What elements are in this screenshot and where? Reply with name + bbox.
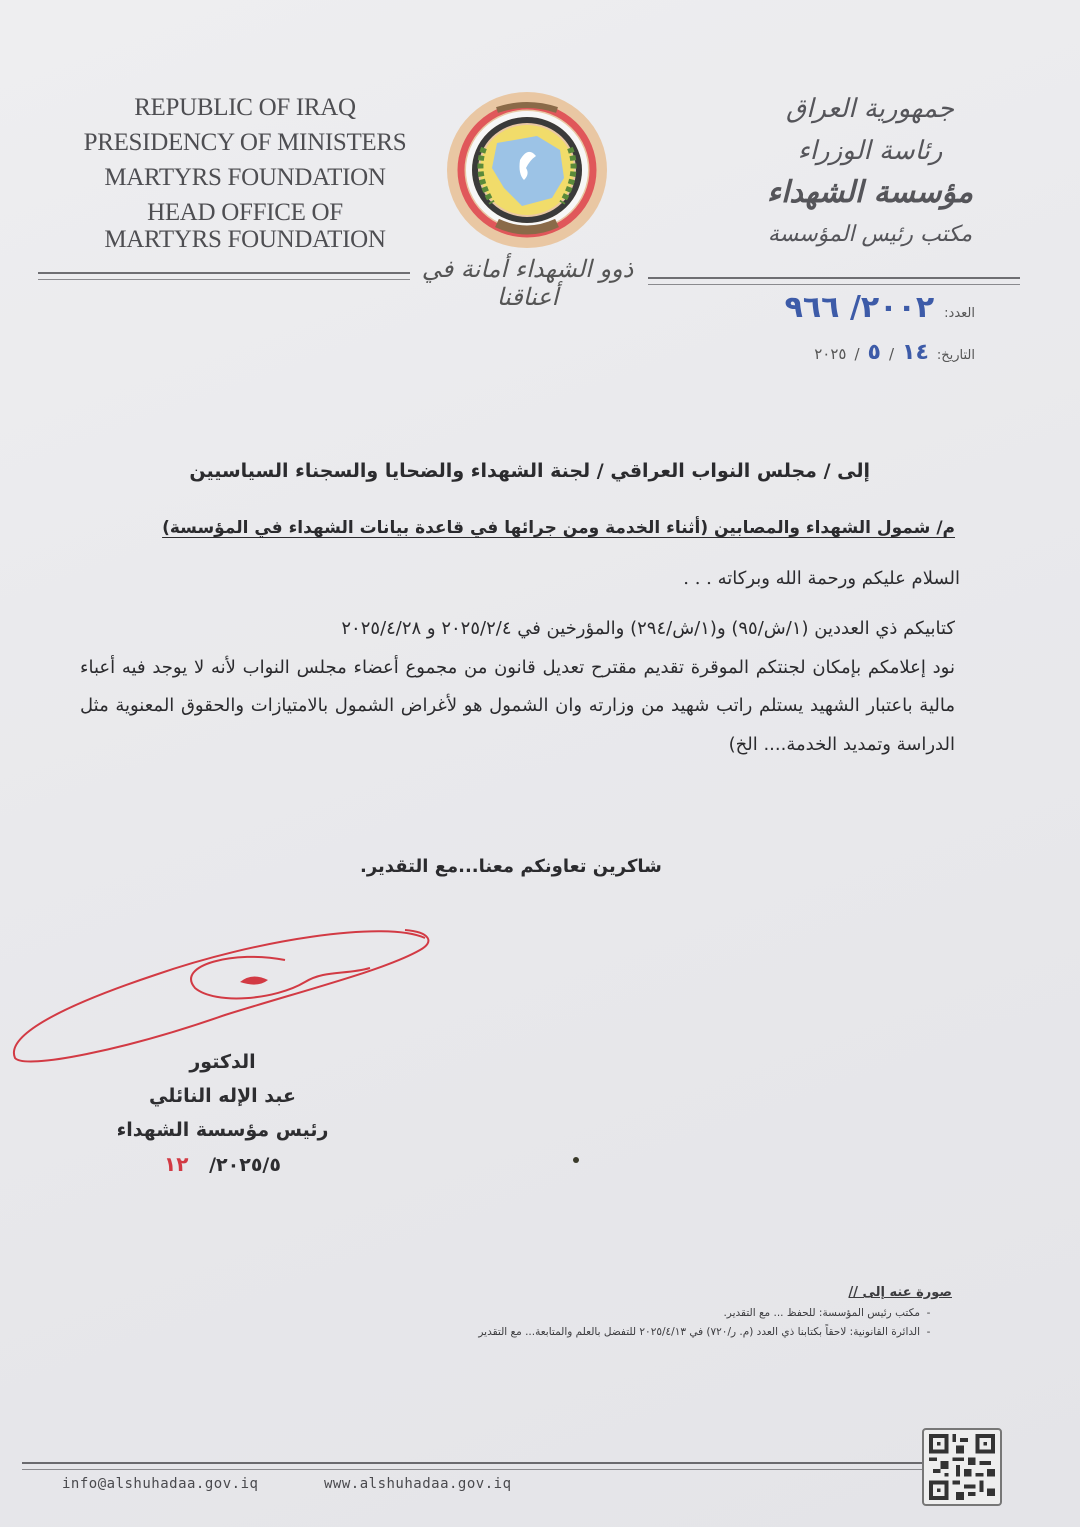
footer-email[interactable]: info@alshuhadaa.gov.iq [62,1476,259,1492]
emblem-icon [442,88,612,253]
signature-date-handwritten: ١٢ [164,1152,189,1176]
date-month: ٥ [867,340,881,365]
copy-recipient: - الدائرة القانونية: لاحقاً بكتابنا ذي العدد (م. ر/٧٢٠) في ٢٠٢٥/٤/١٣ للتفضل بالعلم والمتابعة... مع التقدير [478,1323,920,1342]
subject-line: م/ شمول الشهداء والمصابين (أثناء الخدمة ومن جرائها في قاعدة بيانات الشهداء في المؤسسة) [162,518,955,538]
copies-heading: صورة عنه إلى // [848,1285,952,1300]
date-label: التاريخ: [936,348,975,363]
arabic-letterhead [760,88,980,256]
letterhead-en-line2: PRESIDENCY OF MINISTERS [83,129,407,156]
letterhead-en-line1: REPUBLIC OF IRAQ [134,94,356,121]
footer-website[interactable]: www.alshuhadaa.gov.iq [324,1476,512,1492]
letterhead-ar-line4: مكتب رئيس المؤسسة [767,222,973,247]
martyrs-foundation-logo [442,88,612,253]
letterhead-ar-line2: رئاسة الوزراء [797,136,943,166]
letterhead-en-line5: MARTYRS FOUNDATION [104,226,386,253]
copies-to [478,1283,952,1342]
letterhead-ar-line1: جمهورية العراق [786,94,954,124]
greeting: السلام عليكم ورحمة الله وبركاته . . . [683,568,960,589]
letterhead-en-line4: HEAD OFFICE OF [147,199,343,226]
footer-divider [22,1462,922,1470]
qr-code-icon[interactable] [922,1428,1002,1506]
header-divider-left [38,272,410,280]
date-year: ٢٠٢٥ [814,345,847,363]
copy-recipient: - مكتب رئيس المؤسسة: للحفظ ... مع التقدير. [478,1304,920,1323]
reference-number [785,290,975,325]
date-day: ١٤ [902,340,929,365]
addressee-line: إلى / مجلس النواب العراقي / لجنة الشهداء والضحايا والسجناء السياسيين [189,460,870,482]
letterhead-en-line3: MARTYRS FOUNDATION [104,164,386,191]
ink-speck [573,1157,579,1163]
copies-list [478,1304,952,1342]
foundation-motto: ذوو الشهداء أمانة في أعناقنا [421,255,634,311]
letter-body [80,610,955,764]
signature-date [110,1147,335,1182]
body-paragraph-2: نود إعلامكم بإمكان لجنتكم الموقرة تقديم مقترح تعديل قانون من مجموع أعضاء مجلس النواب لأنه لا يوجد فيه أعباء مالية باعتبار الشهيد يستلم راتب شهيد من وزارته وان الشمول هو لأغراض الشمول بالامتيازات والحقوق المعنوية مثل الدراسة وتمديد الخدمة.... الخ) [80,656,955,755]
signatory-title: الدكتور [189,1051,256,1073]
header-divider-right [648,277,1020,285]
signatory-position: رئيس مؤسسة الشهداء [116,1119,329,1141]
reference-number-value: ٢٠٠٢/ ٩٦٦ [784,290,935,325]
body-paragraph-1: كتابيكم ذي العددين (١/ش/٩٥) و(١/ش/٢٩٤) والمؤرخين في ٢٠٢٥/٢/٤ و ٢٠٢٥/٤/٢٨ [341,618,955,639]
letterhead-ar-line3: مؤسسة الشهداء [766,175,974,210]
letter-date: التاريخ: ١٤ / ٥ / ٢٠٢٥ [814,340,975,365]
english-letterhead [60,90,430,253]
signature-date-printed: ٢٠٢٥/٥/ [209,1154,281,1176]
signature-block [110,1045,335,1182]
signatory-name: عبد الإله النائلي [149,1085,296,1107]
closing-line: شاكرين تعاونكم معنا...مع التقدير. [360,856,662,877]
reference-number-label: العدد: [944,306,975,321]
